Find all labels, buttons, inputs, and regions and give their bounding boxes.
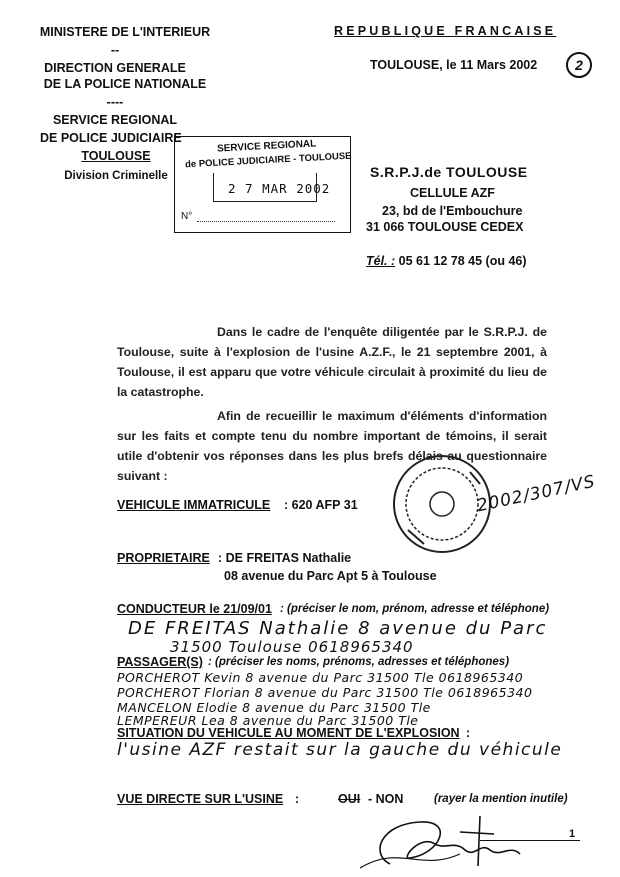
service-stamp [174,136,351,233]
view-label: VUE DIRECTE SUR L'USINE [117,792,284,806]
phone-label: Tél. : [366,254,396,268]
vehicle-plate: : 620 AFP 31 [284,498,358,512]
paragraph-2: Afin de recueillir le maximum d'éléments d'information sur les faits et compte tenu du nombre important de témoins, il serait utile d'obtenir vos réponses dans les plus brefs délais au questionnaire suivant : [117,409,547,483]
stamp-date: 2 7 MAR 2002 [228,181,331,196]
postal-code: 31 066 TOULOUSE CEDEX [366,220,524,234]
passenger-line: LEMPEREUR Lea 8 avenue du Parc 31500 Tle [117,713,419,728]
passenger-line: PORCHEROT Kevin 8 avenue du Parc 31500 Tle 0618965340 [117,670,524,685]
ministry: MINISTERE DE L'INTERIEUR [39,25,211,39]
stamp-line-1: SERVICE REGIONAL [216,138,317,155]
view-hint: (rayer la mention inutile) [434,793,568,805]
paragraph-1: Dans le cadre de l'enquête diligentée par le S.R.P.J. de Toulouse, suite à l'explosion de l'usine A.Z.F., le 21 septembre 2001, à Toulouse, il est apparu que votre véhicule circulait à proximité du lieu de la catastrophe. [117,325,547,399]
handwritten-reference: 2002/307/VS [475,471,598,517]
stamp-date-box [213,173,331,202]
separator: ---- [106,95,124,109]
passenger-line: PORCHEROT Florian 8 avenue du Parc 31500 Tle 0618965340 [117,685,533,700]
signature [360,814,570,874]
service-city: TOULOUSE [81,149,151,163]
direction-line-1: DIRECTION GENERALE [44,61,186,75]
place-date: TOULOUSE, le 11 Mars 2002 [370,58,538,72]
cell-name: CELLULE AZF [410,186,495,200]
passenger-line: MANCELON Elodie 8 avenue du Parc 31500 Tle [117,700,431,715]
division: Division Criminelle [64,170,168,182]
stamp-number-line [197,221,335,222]
passengers-hint: : (préciser les noms, prénoms, adresses et téléphones) [208,656,510,668]
phone-number: 05 61 12 78 45 (ou 46) [398,254,527,268]
owner-address: 08 avenue du Parc Apt 5 à Toulouse [224,569,437,583]
footer-rule [480,840,580,841]
republic: REPUBLIQUE FRANCAISE [334,24,557,38]
situation-label: SITUATION DU VEHICULE AU MOMENT DE L'EXPLOSION [117,726,460,740]
stamp-number-label: N° [181,211,193,222]
situation-answer: l'usine AZF restait sur la gauche du véhicule [117,740,563,760]
stamp-line-2: de POLICE JUDICIAIRE - TOULOUSE [184,150,352,171]
service-line-1: SERVICE REGIONAL [52,113,178,127]
situation-colon: : [466,726,471,740]
driver-handwritten-line-1: DE FREITAS Nathalie 8 avenue du Parc [128,618,548,639]
view-option-yes-struck: OUI [338,792,361,806]
owner-label: PROPRIETAIRE [117,551,210,565]
owner-name: : DE FREITAS Nathalie [218,551,352,565]
vehicle-label: VEHICULE IMMATRICULE [117,498,271,512]
passengers-label: PASSAGER(S) [117,655,203,669]
driver-hint: : (préciser le nom, prénom, adresse et téléphone) [280,603,550,615]
direction-line-2: DE LA POLICE NATIONALE [43,77,207,91]
street: 23, bd de l'Embouchure [382,204,523,218]
separator: -- [110,43,120,57]
phone-line [366,254,527,268]
driver-handwritten-line-2: 31500 Toulouse 0618965340 [170,638,414,656]
view-colon: : [295,792,300,806]
view-option-no: - NON [368,792,404,806]
unit-name: S.R.P.J.de TOULOUSE [370,164,528,180]
footer-page-number: 1 [569,828,576,840]
driver-label: CONDUCTEUR le 21/09/01 [117,602,272,616]
page-number-circle: 2 [566,52,592,78]
service-line-2: DE POLICE JUDICIAIRE [40,131,182,145]
